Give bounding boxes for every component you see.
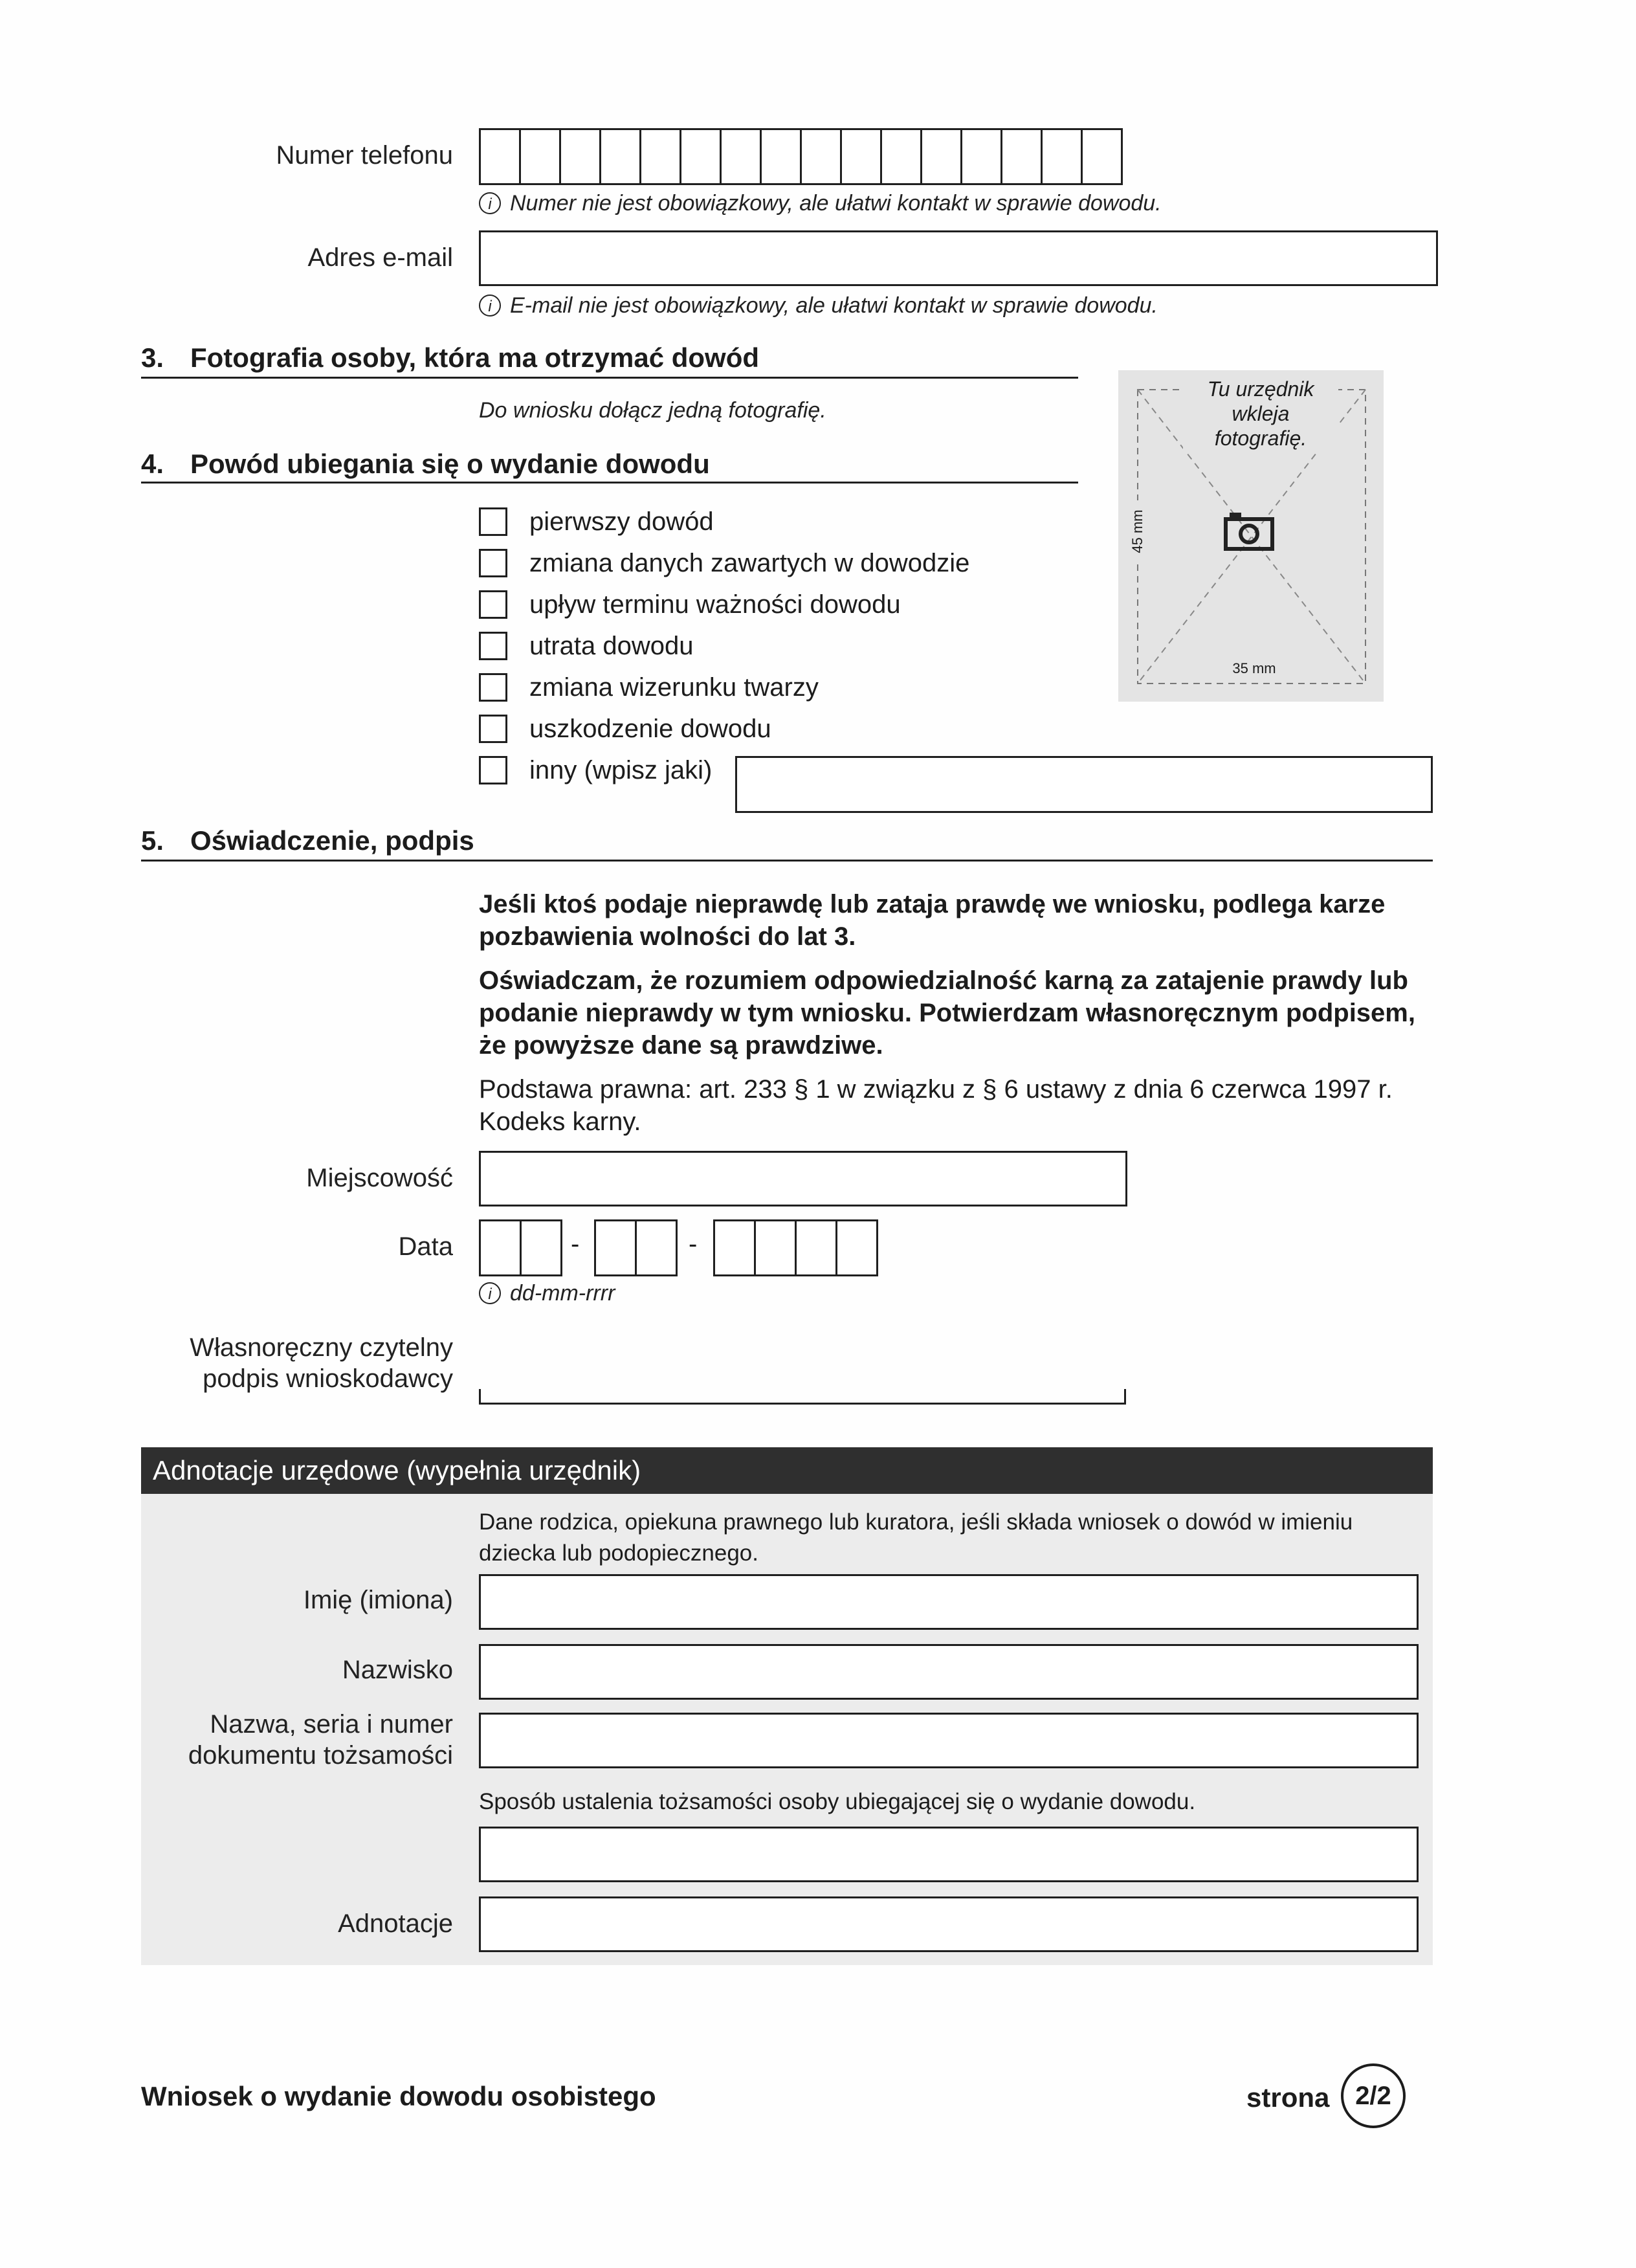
info-icon: i [479,192,501,214]
section-5-rule [141,860,1433,862]
date-year-input[interactable] [713,1219,878,1276]
char-cell[interactable] [835,1219,878,1276]
photo-caption-line-2: wkleja fotografię. [1214,402,1307,450]
place-label: Miejscowość [306,1164,453,1192]
section-3-number: 3. [141,342,164,373]
char-cell[interactable] [479,1219,522,1276]
info-icon: i [479,1282,501,1304]
parent-note: Dane rodzica, opiekuna prawnego lub kuratora, jeśli składa wniosek o dowód w imieniu dziecka lub podopiecznego. [479,1509,1353,1566]
date-month-input[interactable] [594,1219,678,1276]
phone-input[interactable] [479,128,1123,185]
char-cell[interactable] [713,1219,756,1276]
char-cell[interactable] [840,128,882,185]
photo-height-label: 45 mm [1129,500,1146,562]
email-input[interactable] [479,230,1438,286]
option-label: inny (wpisz jaki) [529,756,713,784]
option-expiry[interactable] [479,589,901,620]
date-label: Data [398,1232,453,1261]
option-label: pierwszy dowód [529,507,714,536]
option-face-change[interactable] [479,672,819,703]
char-cell[interactable] [754,1219,797,1276]
char-cell[interactable] [479,128,521,185]
section-3-title: Fotografia osoby, która ma otrzymać dowód [190,342,760,373]
checkbox[interactable] [479,673,507,702]
first-name-input[interactable] [479,1574,1419,1630]
signature-label-line-2: podpis wnioskodawcy [203,1364,453,1393]
section-3-note: Do wniosku dołącz jedną fotografię. [479,398,826,423]
char-cell[interactable] [920,128,962,185]
email-label: Adres e-mail [307,243,453,272]
option-label: utrata dowodu [529,632,694,660]
photo-caption-line-1: Tu urzędnik [1207,377,1314,401]
last-name-input[interactable] [479,1644,1419,1700]
page-number-badge [1341,2063,1406,2128]
char-cell[interactable] [599,128,641,185]
photo-placeholder [1118,370,1384,702]
document-input[interactable] [479,1713,1419,1768]
option-other[interactable] [479,755,712,786]
char-cell[interactable] [880,128,922,185]
date-separator: - [689,1230,698,1258]
char-cell[interactable] [1000,128,1043,185]
photo-caption [1183,377,1338,450]
annotations-label: Adnotacje [338,1909,453,1938]
legal-basis-text: Podstawa prawna: art. 233 § 1 w związku z § 6 ustawy z dnia 6 czerwca 1997 r. Kodeks karny. [479,1075,1393,1136]
option-damage[interactable] [479,713,771,744]
char-cell[interactable] [1041,128,1083,185]
annotations-input[interactable] [479,1896,1419,1952]
char-cell[interactable] [1081,128,1123,185]
checkbox[interactable] [479,507,507,536]
first-name-label: Imię (imiona) [303,1586,453,1614]
option-loss[interactable] [479,630,694,662]
char-cell[interactable] [635,1219,678,1276]
option-label: upływ terminu ważności dowodu [529,590,901,619]
official-header-bar [141,1447,1433,1494]
char-cell[interactable] [720,128,762,185]
checkbox[interactable] [479,590,507,619]
option-label: uszkodzenie dowodu [529,715,771,743]
char-cell[interactable] [559,128,601,185]
email-hint [479,293,1158,318]
signature-field[interactable] [479,1389,1126,1405]
char-cell[interactable] [795,1219,837,1276]
signature-label [190,1332,453,1394]
date-hint [479,1280,615,1306]
char-cell[interactable] [520,1219,562,1276]
checkbox[interactable] [479,549,507,577]
phone-hint [479,190,1162,216]
date-day-input[interactable] [479,1219,562,1276]
official-header-title: Adnotacje urzędowe (wypełnia urzędnik) [153,1455,641,1485]
other-reason-input[interactable] [735,756,1433,813]
section-4-title: Powód ubiegania się o wydanie dowodu [190,449,710,479]
document-label-line-2: dokumentu tożsamości [188,1741,453,1770]
section-4-number: 4. [141,449,164,479]
identity-method-input[interactable] [479,1827,1419,1882]
warning-text: Jeśli ktoś podaje nieprawdę lub zataja prawdę we wniosku, podlega karze pozbawienia wolności do lat 3. [479,890,1386,951]
section-4-rule [141,482,1078,484]
document-label [188,1709,453,1771]
footer-page-word: strona [1246,2082,1330,2113]
char-cell[interactable] [960,128,1002,185]
camera-icon [1223,510,1275,551]
last-name-label: Nazwisko [342,1656,453,1684]
char-cell[interactable] [680,128,722,185]
date-separator: - [571,1230,580,1258]
section-5-title: Oświadczenie, podpis [190,825,474,856]
char-cell[interactable] [519,128,561,185]
checkbox[interactable] [479,756,507,784]
option-label: zmiana wizerunku twarzy [529,673,819,702]
checkbox[interactable] [479,715,507,743]
date-hint-text: dd-mm-rrrr [510,1281,615,1306]
char-cell[interactable] [800,128,842,185]
option-data-change[interactable] [479,548,969,579]
char-cell[interactable] [639,128,681,185]
phone-hint-text: Numer nie jest obowiązkowy, ale ułatwi kontakt w sprawie dowodu. [510,191,1162,216]
char-cell[interactable] [594,1219,637,1276]
checkbox[interactable] [479,632,507,660]
identity-note: Sposób ustalenia tożsamości osoby ubiegającej się o wydanie dowodu. [479,1789,1196,1814]
section-5-number: 5. [141,825,164,856]
info-icon: i [479,295,501,317]
phone-label: Numer telefonu [276,141,453,170]
char-cell[interactable] [760,128,802,185]
place-input[interactable] [479,1151,1127,1206]
photo-width-label: 35 mm [1222,660,1287,677]
page-number: 2/2 [1355,2081,1391,2110]
email-hint-text: E-mail nie jest obowiązkowy, ale ułatwi kontakt w sprawie dowodu. [510,293,1158,318]
declaration-text: Oświadczam, że rozumiem odpowiedzialność karną za zatajenie prawdy lub podanie nieprawdy w tym wniosku. Potwierdzam własnoręcznym podpisem, że powyższe dane są prawdziwe. [479,966,1415,1060]
option-first-id[interactable] [479,506,714,537]
signature-label-line-1: Własnoręczny czytelny [190,1333,453,1362]
document-label-line-1: Nazwa, seria i numer [210,1710,453,1739]
section-3-rule [141,377,1078,379]
footer-title: Wniosek o wydanie dowodu osobistego [141,2081,656,2111]
option-label: zmiana danych zawartych w dowodzie [529,549,970,577]
